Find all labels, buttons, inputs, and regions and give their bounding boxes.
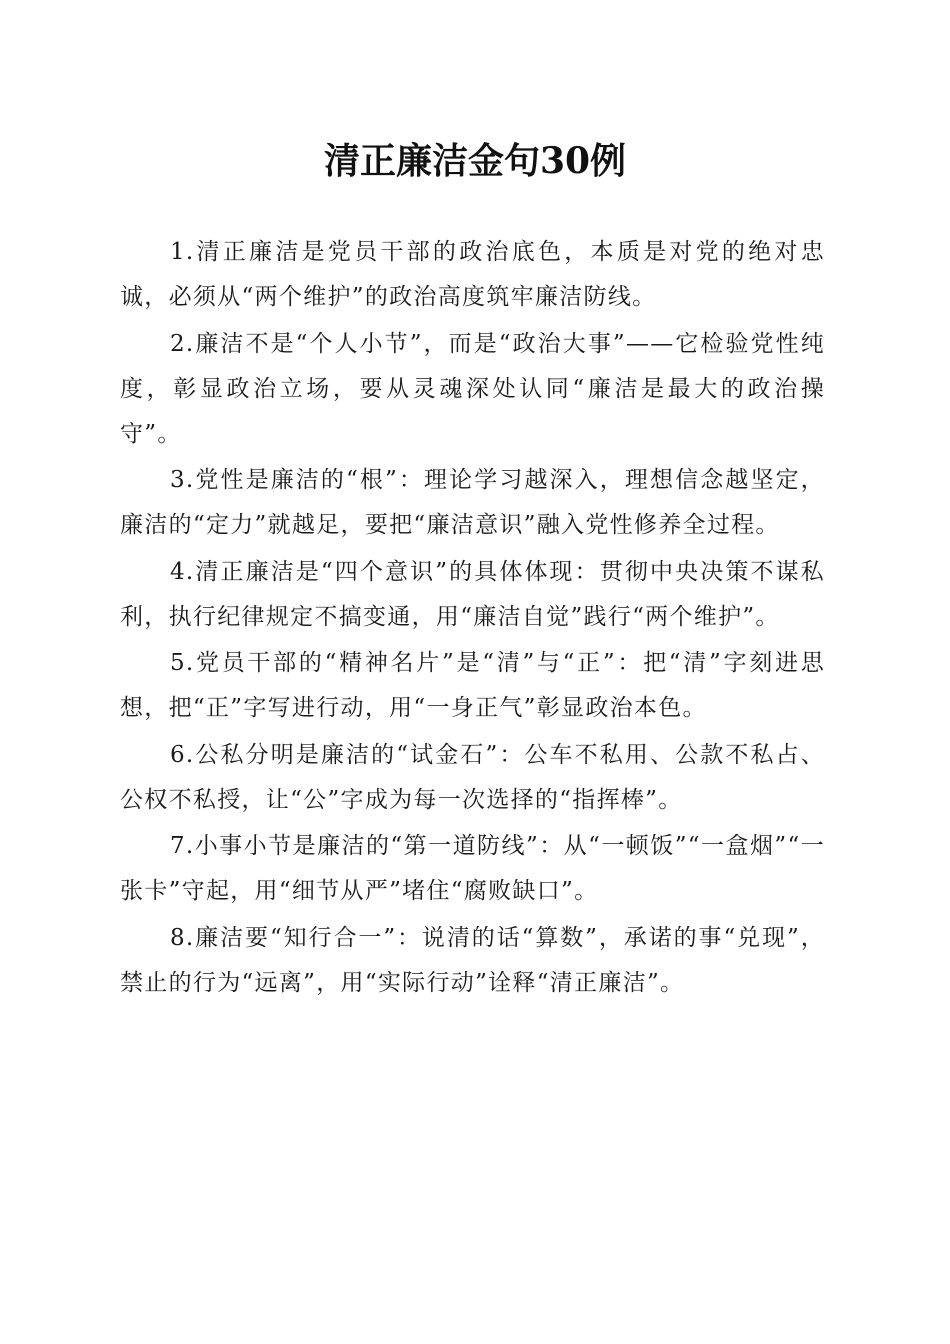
paragraph-5: 5.党员干部的“精神名片”是“清”与“正”：把“清”字刻进思想，把“正”字写进行动，用“一身正气”彰显政治本色。 bbox=[120, 650, 825, 721]
paragraph-2: 2.廉洁不是“个人小节”，而是“政治大事”——它检验党性纯度，彰显政治立场，要从灵魂深处认同“廉洁是最大的政治操守”。 bbox=[120, 330, 825, 447]
paragraph-4: 4.清正廉洁是“四个意识”的具体体现：贯彻中央决策不谋私利，执行纪律规定不搞变通，用“廉洁自觉”践行“两个维护”。 bbox=[120, 558, 825, 630]
paragraph-7: 7.小事小节是廉洁的“第一道防线”：从“一顿饭”“一盒烟”“一张卡”守起，用“细节从严”堵住“腐败缺口”。 bbox=[120, 833, 825, 904]
paragraph-8: 8.廉洁要“知行合一”：说清的话“算数”，承诺的事“兑现”，禁止的行为“远离”，用“实际行动”诠释“清正廉洁”。 bbox=[120, 924, 825, 996]
paragraph-6: 6.公私分明是廉洁的“试金石”：公车不私用、公款不私占、公权不私授，让“公”字成为每一次选择的“指挥棒”。 bbox=[120, 741, 825, 813]
document-body bbox=[120, 230, 825, 1007]
paragraph-1: 1.清正廉洁是党员干部的政治底色，本质是对党的绝对忠诚，必须从“两个维护”的政治高度筑牢廉洁防线。 bbox=[120, 239, 825, 310]
paragraph-3: 3.党性是廉洁的“根”：理论学习越深入，理想信念越坚定，廉洁的“定力”就越足，要把“廉洁意识”融入党性修养全过程。 bbox=[120, 467, 825, 538]
document-title: 清正廉洁金句30例 bbox=[323, 140, 627, 182]
